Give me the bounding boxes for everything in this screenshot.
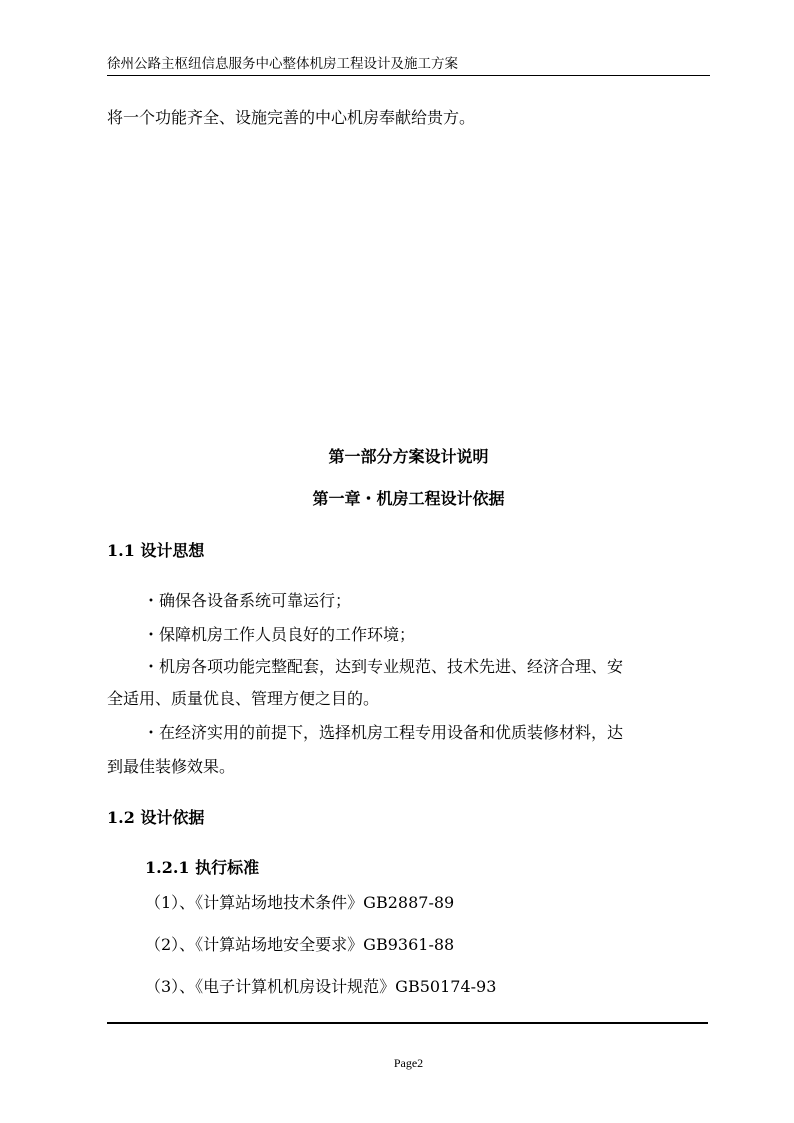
design-item-4: ・在经济实用的前提下，选择机房工程专用设备和优质装修材料，达 <box>143 723 624 742</box>
part-title: 第一部分方案设计说明 <box>328 447 489 466</box>
design-item-3: ・机房各项功能完整配套，达到专业规范、技术先进、经济合理、安 <box>143 657 624 676</box>
design-item-2: ・保障机房工作人员良好的工作环境； <box>143 625 416 644</box>
standard-item-1: （1）、《计算站场地技术条件》GB2887-89 <box>145 893 455 912</box>
intro-paragraph: 将一个功能齐全、设施完善的中心机房奉献给贵方。 <box>107 108 476 127</box>
standard-item-2: （2）、《计算站场地安全要求》GB9361-88 <box>145 935 455 954</box>
design-item-3-cont: 全适用、质量优良、管理方便之目的。 <box>107 689 380 708</box>
header-divider <box>107 75 710 76</box>
subsection-heading-1-2-1: 1.2.1 执行标准 <box>145 858 260 877</box>
footer-divider <box>107 1022 708 1024</box>
design-item-4-cont: 到最佳装修效果。 <box>107 757 236 776</box>
page-number: Page2 <box>393 1056 424 1070</box>
section-heading-1-1: 1.1 设计思想 <box>107 541 205 560</box>
section-heading-1-2: 1.2 设计依据 <box>107 808 205 827</box>
standard-item-3: （3）、《电子计算机机房设计规范》GB50174-93 <box>145 977 497 996</box>
design-item-1: ・确保各设备系统可靠运行； <box>143 591 352 610</box>
chapter-title: 第一章・机房工程设计依据 <box>312 489 505 508</box>
page-header: 徐州公路主枢纽信息服务中心整体机房工程设计及施工方案 <box>107 56 458 72</box>
